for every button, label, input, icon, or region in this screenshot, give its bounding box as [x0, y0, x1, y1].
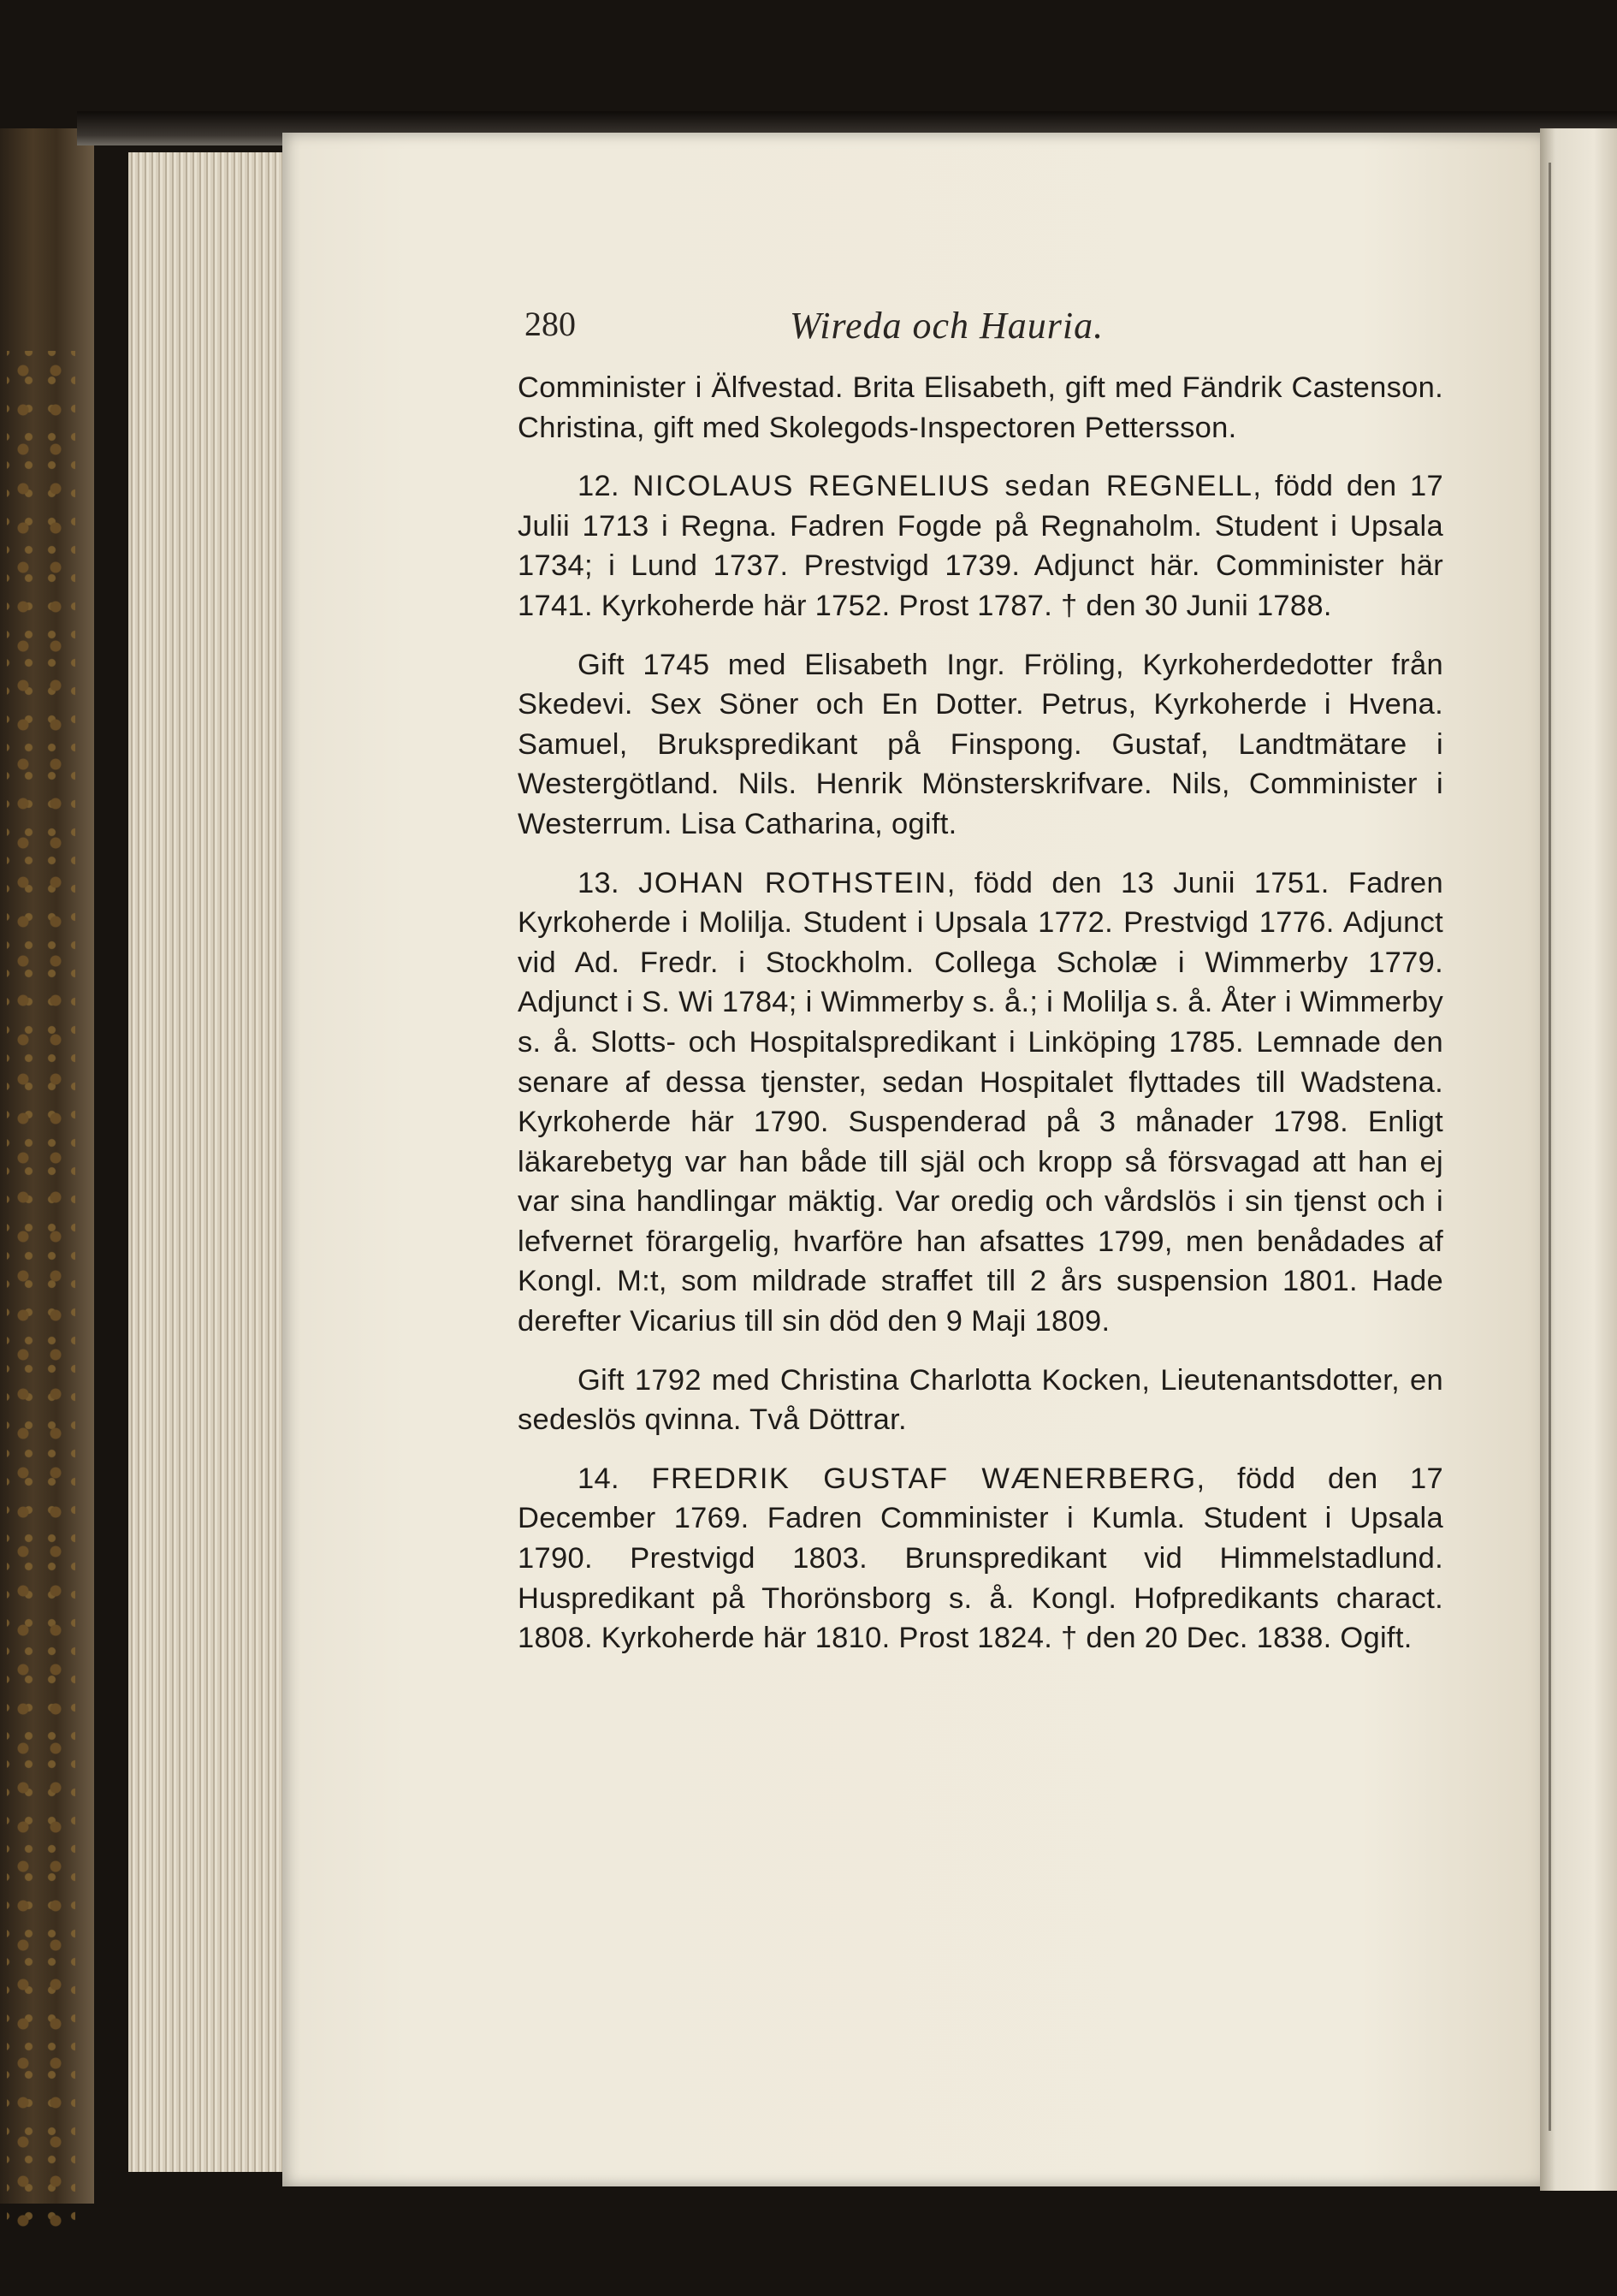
- marriage-paragraph-12: [518, 645, 1443, 845]
- page-body: [518, 368, 1443, 1658]
- entry-name: JOHAN ROTHSTEIN: [638, 866, 947, 899]
- paragraph-text: Gift 1745 med Elisabeth Ingr. Fröling, Kyrkoherdedotter från Skedevi. Sex Söner och En Dotter. Petrus, Kyrkoherde i Hvena. Samuel, Brukspredikant på Finspong. Gustaf, Landtmätare i Westergötland. Nils. Henrik Mönsterskrifvare. Nils, Comminister i Westerrum. Lisa Catharina, ogift.: [518, 648, 1443, 840]
- entry-text: , född den 13 Junii 1751. Fadren Kyrkoherde i Molilja. Student i Upsala 1772. Prestvigd 1776. Adjunct vid Ad. Fredr. i Stockholm. Collega Scholæ i Wimmerby 1779. Adjunct i S. Wi 1784; i Wimmerby s. å.; i Molilja s. å. Åter i Wimmerby s. å. Slotts- och Hospitalspredikant i Linköping 1785. Lemnade den senare af dessa tjenster, sedan Hospitalet flyttades till Wadstena. Kyrkoherde här 1790. Suspenderad på 3 månader 1798. Enligt läkarebetyg var han både till själ och kropp så försvagad att han ej var sina handlingar mäktig. Var oredig och vårdslös i sin tjenst och i lefvernet förargelig, hvarföre han afsattes 1799, men benådades af Kongl. M:t, som mildrade straffet till 2 års suspension 1801. Hade derefter Vicarius till sin död den 9 Maji 1809.: [518, 866, 1443, 1338]
- marriage-paragraph-13: [518, 1361, 1443, 1440]
- book-binding-left: [0, 128, 94, 2204]
- entry-text: , född den 17 Julii 1713 i Regna. Fadren Fogde på Regnaholm. Student i Upsala 1734; i Lund 1737. Prestvigd 1739. Adjunct här. Comminister här 1741. Kyrkoherde här 1752. Prost 1787. † den 30 Junii 1788.: [518, 470, 1444, 622]
- paragraph-text: Comminister i Älfvestad. Brita Elisabeth, gift med Fändrik Castenson. Christina, gift med Skolegods-Inspectoren Pettersson.: [518, 371, 1443, 444]
- entry-number: 14.: [578, 1462, 619, 1495]
- page-number: 280: [524, 305, 576, 343]
- facing-page-gutter: [1540, 128, 1617, 2191]
- page-header: [524, 304, 1448, 355]
- paragraph-continuation: [518, 368, 1443, 448]
- running-title: Wireda och Hauria.: [790, 305, 1105, 347]
- entry-number: 12.: [578, 470, 619, 503]
- marbled-cover-pattern: [7, 351, 75, 2234]
- page-edges: [128, 152, 299, 2172]
- entry-number: 13.: [578, 866, 619, 899]
- gutter-shadow-line: [1549, 163, 1551, 2131]
- entry-14: [518, 1459, 1443, 1658]
- entry-text: , född den 17 December 1769. Fadren Comminister i Kumla. Student i Upsala 1790. Prestvigd 1803. Brunspredikant vid Himmelstadlund. Huspredikant på Thorönsborg s. å. Kongl. Hofpredikants charact. 1808. Kyrkoherde här 1810. Prost 1824. † den 20 Dec. 1838. Ogift.: [518, 1462, 1444, 1655]
- paragraph-text: Gift 1792 med Christina Charlotta Kocken, Lieutenantsdotter, en sedeslös qvinna. Två Döttrar.: [518, 1363, 1443, 1437]
- entry-name: NICOLAUS REGNELIUS sedan REGNELL: [632, 470, 1253, 503]
- entry-12: [518, 466, 1443, 626]
- entry-name: FREDRIK GUSTAF WÆNERBERG: [651, 1462, 1197, 1495]
- entry-13: [518, 863, 1443, 1342]
